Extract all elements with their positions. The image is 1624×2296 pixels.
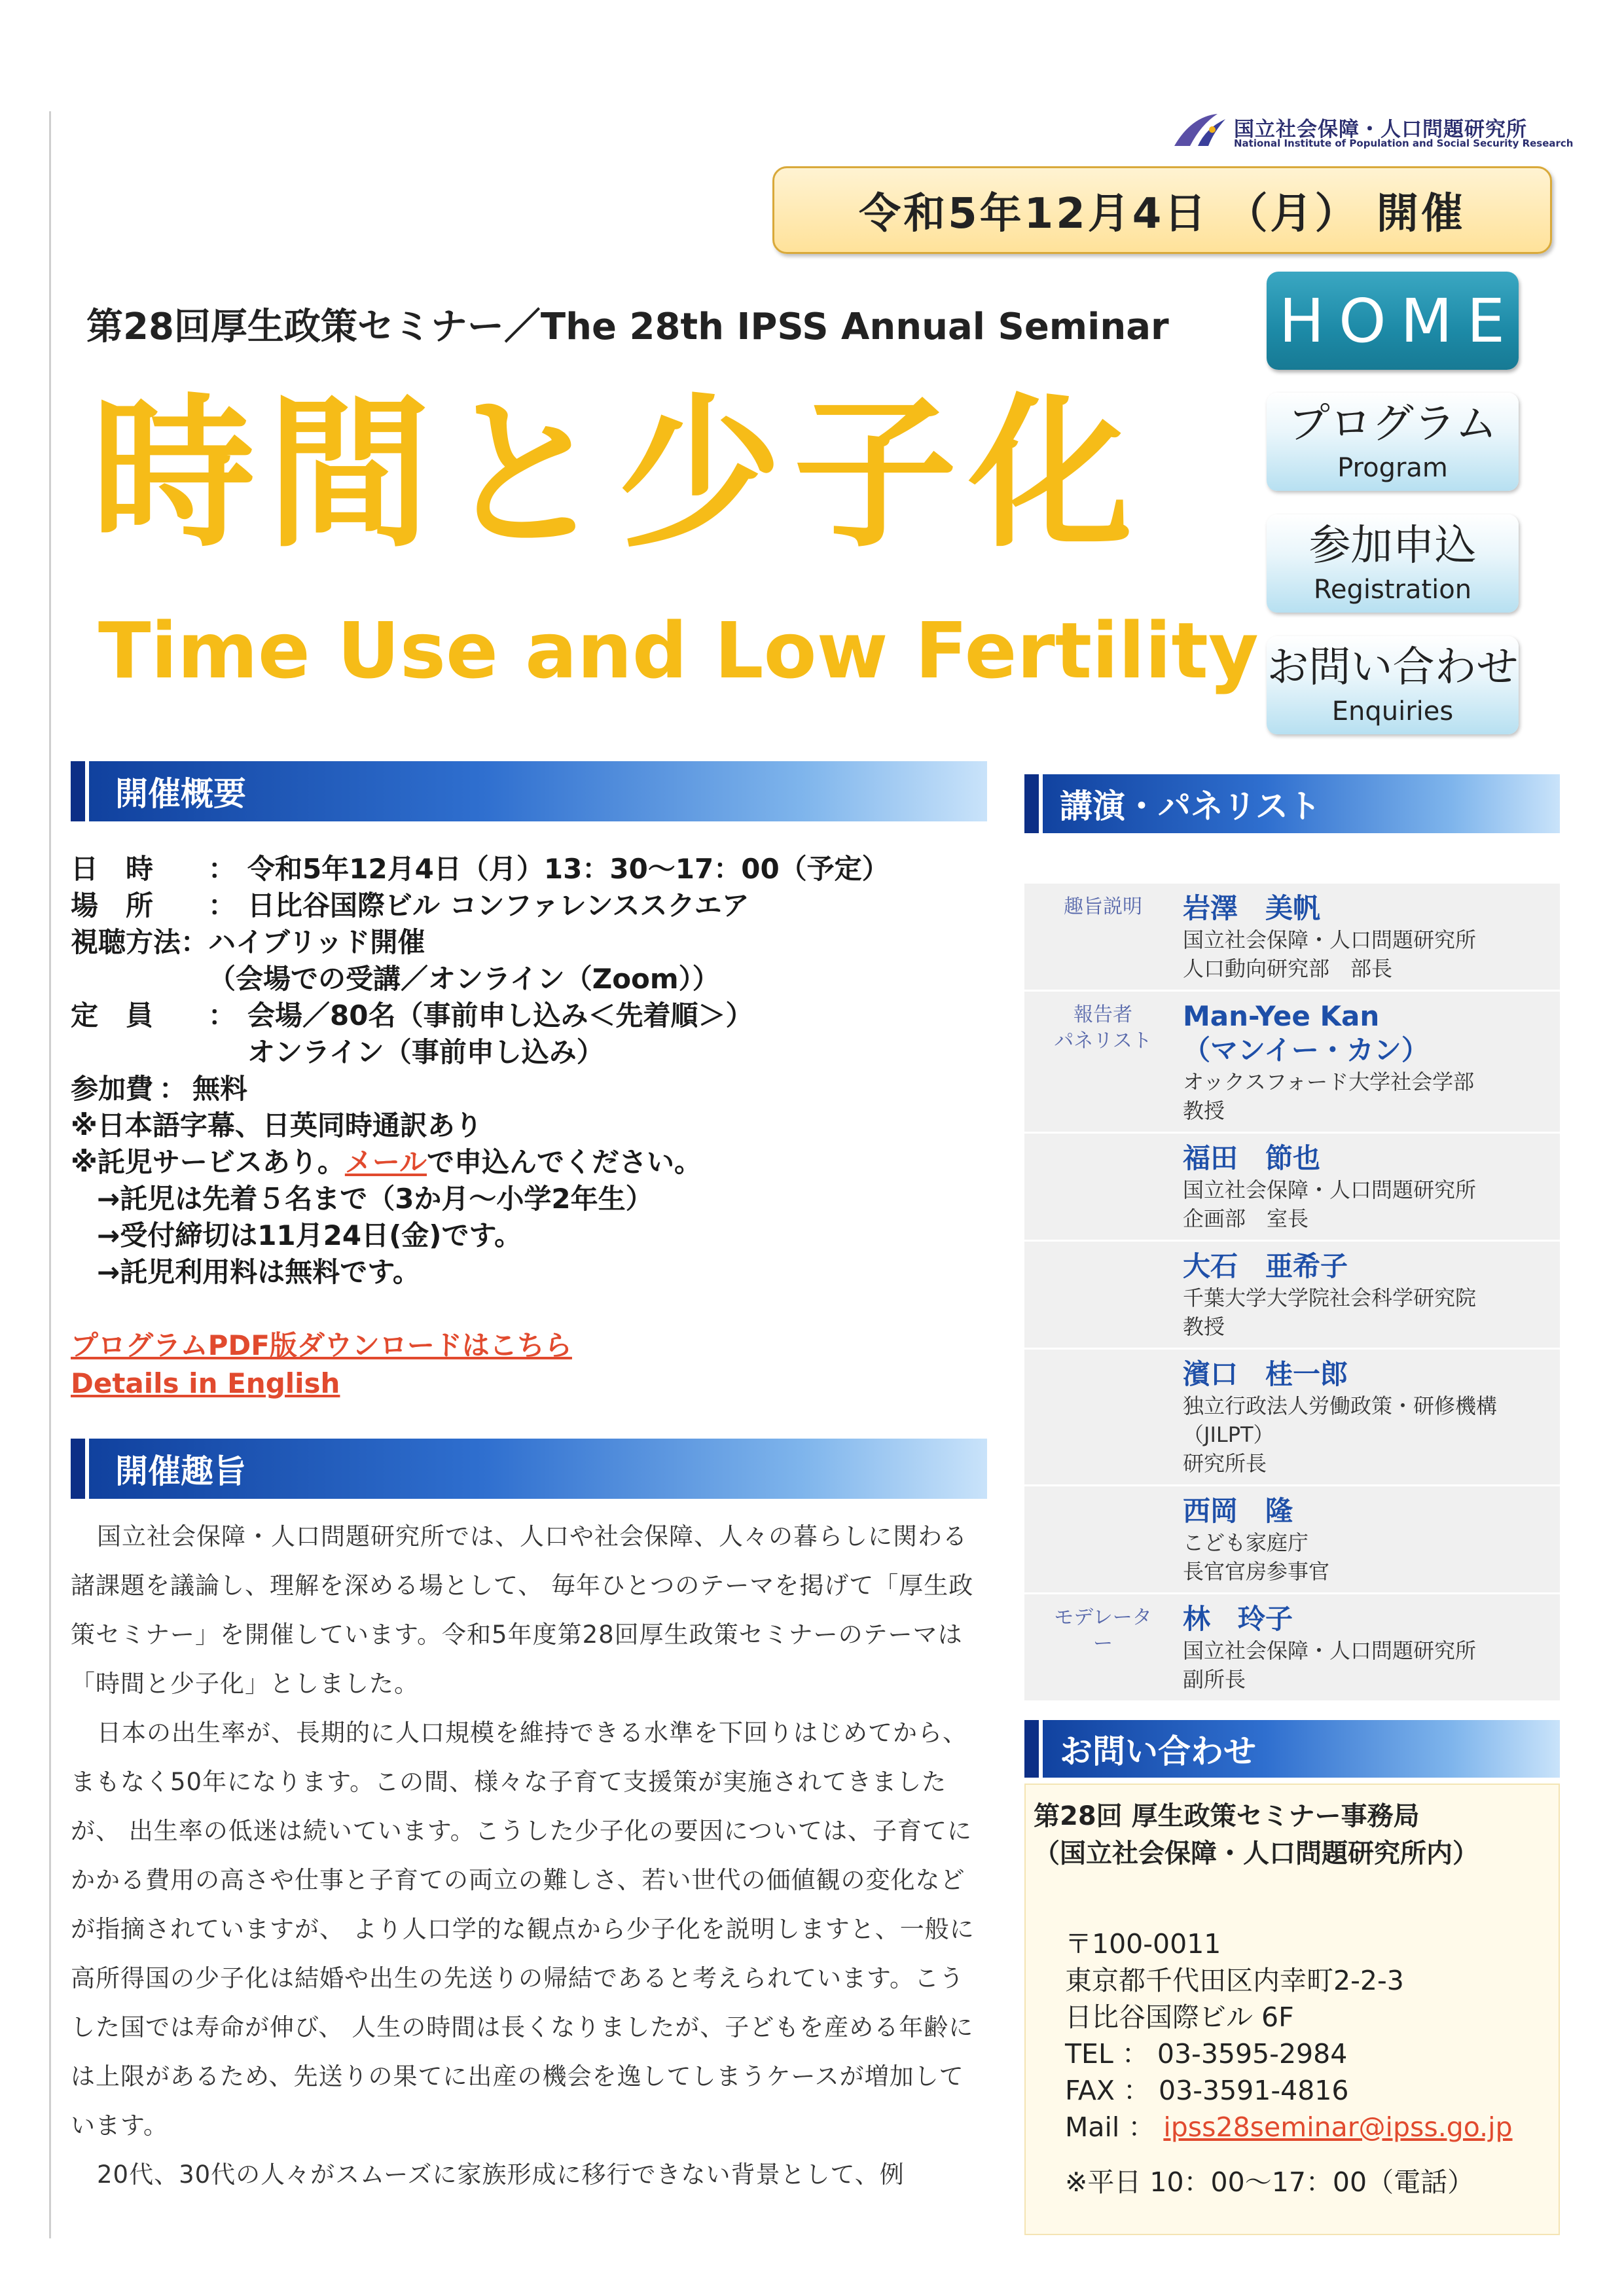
capacity-value-2: オンライン（事前申し込み）	[247, 1036, 604, 1068]
contact-heading-text: お問い合わせ	[1060, 1732, 1256, 1770]
date-row	[71, 851, 987, 888]
colon: ：	[208, 889, 236, 922]
panelist-row	[1024, 1134, 1560, 1242]
heading-accent-bar	[71, 1439, 89, 1499]
panelist-name: 西岡 隆	[1183, 1495, 1293, 1527]
purpose-paragraph-2: 日本の出生率が、長期的に人口規模を維持できる水準を下回りはじめてから、まもなく50年になります。この間、様々な子育て支援策が実施されてきましたが、 出生率の低迷は続いています。こうした少子化の要因については、子育てにかかる費用の高さや仕事と子育ての両立の難しさ、若い世代の価値観の変化などが指摘されていますが、 より人口学的な観点から少子化を説明しますと、一般に高所得国の少子化は結婚や出生の先送りの帰結であると考えられています。こうした国では寿命が伸び、 人生の時間は長くなりましたが、子どもを産める年齢には上限があるため、先送りの果てに出産の機会を逸してしまうケースが増加しています。	[71, 1719, 975, 2140]
capacity-label: 定 員	[71, 999, 154, 1031]
contact-title-line-1: 第28回 厚生政策セミナー事務局	[1034, 1801, 1420, 1831]
panelist-list	[1024, 884, 1560, 1700]
overview-heading	[71, 761, 987, 821]
panelist-affiliation: 千葉大学大学院社会科学研究院 教授	[1183, 1285, 1477, 1339]
panelist-row	[1024, 1594, 1560, 1700]
contact-title-line-2: （国立社会保障・人口問題研究所内）	[1034, 1839, 1479, 1869]
heading-accent-bar	[1024, 774, 1043, 833]
contact-tel: TEL ： 03-3595-2984	[1065, 2038, 1348, 2070]
method-value: ハイブリッド開催	[208, 926, 425, 958]
childcare-detail-3	[71, 1254, 987, 1291]
ipss-logo[interactable]	[1172, 110, 1574, 157]
colon: ：	[208, 999, 236, 1031]
overview-heading-text: 開催概要	[115, 775, 246, 813]
overview-details	[71, 851, 987, 1291]
method-row	[71, 924, 987, 961]
date-value: 令和5年12月4日（月）13：30～17：00（予定）	[247, 853, 890, 885]
main-title: 時間と少子化	[92, 379, 1144, 569]
contact-hours: ※平日 10：00～17：00（電話）	[1065, 2166, 1475, 2198]
purpose-heading-text: 開催趣旨	[115, 1452, 246, 1490]
capacity-value: 会場／80名（事前申し込み＜先着順＞）	[247, 999, 753, 1031]
note-childcare	[71, 1144, 987, 1181]
colon: ：	[159, 1073, 187, 1105]
contact-mail-link[interactable]: ipss28seminar@ipss.go.jp	[1163, 2111, 1513, 2143]
home-button[interactable]: HOME	[1267, 272, 1519, 370]
contact-title	[1034, 1798, 1479, 1873]
panelist-affiliation: 国立社会保障・人口問題研究所 企画部 室長	[1183, 1177, 1477, 1231]
panelist-role: モデレータ ー	[1054, 1606, 1152, 1655]
panelist-row	[1024, 1486, 1560, 1594]
panelist-role	[1024, 1141, 1182, 1233]
seminar-title: 第28回厚生政策セミナー／The 28th IPSS Annual Seminar	[86, 306, 1169, 348]
panelist-role	[1024, 1357, 1182, 1478]
panelist-affiliation: オックスフォード大学社会学部 教授	[1183, 1069, 1475, 1123]
purpose-paragraph-3: 20代、30代の人々がスムーズに家族形成に移行できない背景として、例	[97, 2161, 905, 2189]
panelist-name: 濱口 桂一郎	[1183, 1358, 1348, 1390]
colon: ：	[208, 853, 236, 885]
childcare-detail-1-text: →託児は先着５名まで（3か月～小学2年生）	[97, 1183, 653, 1215]
contact-mail-row	[1065, 2109, 1513, 2145]
registration-label-jp: 参加申込	[1308, 522, 1477, 570]
panelist-affiliation: 独立行政法人労働政策・研修機構 （JILPT） 研究所長	[1183, 1393, 1498, 1476]
method-value-2: （会場での受講／オンライン（Zoom））	[208, 963, 720, 995]
panelist-row	[1024, 1350, 1560, 1486]
panelist-affiliation: こども家庭庁 長官官房参事官	[1183, 1530, 1330, 1584]
note-childcare-post: で申込んでください。	[427, 1146, 702, 1178]
capacity-row-2	[71, 1034, 987, 1071]
panelist-name: 福田 節也	[1183, 1142, 1321, 1174]
fee-value: 無料	[192, 1073, 248, 1105]
panelist-role: 趣旨説明	[1064, 895, 1142, 918]
note-subtitles-text: ※日本語字幕、日英同時通訳あり	[71, 1109, 482, 1141]
contact-mail-label: Mail ：	[1065, 2111, 1164, 2143]
panelist-name: 林 玲子	[1183, 1603, 1293, 1635]
panelist-role	[1024, 1494, 1182, 1586]
panelist-row	[1024, 992, 1560, 1134]
enquiries-button[interactable]	[1267, 636, 1519, 734]
panelist-name: 大石 亜希子	[1183, 1250, 1348, 1282]
purpose-paragraph-1: 国立社会保障・人口問題研究所では、人口や社会保障、人々の暮らしに関わる諸課題を議論し、理解を深める場として、 毎年ひとつのテーマを掲げて「厚生政策セミナー」を開催しています。令和5年度第28回厚生政策セミナーのテーマは「時間と少子化」としました。	[71, 1522, 974, 1698]
program-button[interactable]	[1267, 393, 1519, 491]
details-english-link[interactable]: Details in English	[71, 1367, 340, 1399]
capacity-row	[71, 997, 987, 1034]
childcare-detail-3-text: →託児利用料は無料です。	[97, 1256, 420, 1288]
logo-name-en: National Institute of Population and Social Security Research	[1234, 137, 1574, 149]
heading-accent-bar	[1024, 1720, 1043, 1778]
program-pdf-link[interactable]: プログラムPDF版ダウンロードはこちら	[71, 1329, 572, 1361]
panelist-row	[1024, 884, 1560, 992]
contact-address-1: 東京都千代田区内幸町2-2-3	[1065, 1965, 1404, 1996]
panelist-role	[1024, 1249, 1182, 1341]
date-label: 日 時	[71, 853, 154, 885]
panelists-heading-text: 講演・パネリスト	[1060, 787, 1321, 825]
childcare-detail-2	[71, 1217, 987, 1254]
panelist-row	[1024, 1242, 1560, 1350]
contact-postal: 〒100-0011	[1065, 1928, 1221, 1960]
panelist-name: 岩澤 美帆	[1183, 892, 1321, 924]
enquiries-label-jp: お問い合わせ	[1267, 643, 1519, 692]
sub-title: Time Use and Low Fertility	[98, 605, 1259, 696]
panelist-role: 報告者 パネリスト	[1054, 1003, 1152, 1052]
heading-accent-bar	[71, 761, 89, 821]
purpose-text	[71, 1512, 984, 2199]
fee-label: 参加費	[71, 1073, 154, 1105]
childcare-detail-2-text: →受付締切は11月24日(金)です。	[97, 1219, 522, 1251]
note-childcare-pre: ※託児サービスあり。	[71, 1146, 345, 1178]
ipss-logo-mark-icon	[1172, 110, 1231, 149]
panelist-affiliation: 国立社会保障・人口問題研究所 副所長	[1183, 1638, 1477, 1692]
left-border-line	[49, 111, 51, 2238]
childcare-mail-link[interactable]: メール	[344, 1146, 427, 1178]
place-value: 日比谷国際ビル コンファレンススクエア	[247, 889, 749, 922]
contact-fax: FAX ： 03-3591-4816	[1065, 2075, 1349, 2106]
method-label: 視聴方法：	[71, 926, 209, 958]
method-row-2	[71, 961, 987, 997]
panelist-name: Man-Yee Kan （マンイー・カン）	[1183, 1000, 1429, 1066]
enquiries-label-en: Enquiries	[1331, 696, 1454, 726]
logo-name-jp: 国立社会保障・人口問題研究所	[1234, 118, 1527, 141]
program-label-en: Program	[1337, 453, 1448, 483]
registration-button[interactable]	[1267, 514, 1519, 613]
note-subtitles	[71, 1107, 987, 1144]
event-date-banner: 令和5年12月4日 （月） 開催	[772, 166, 1552, 254]
contact-details	[1065, 1926, 1513, 2200]
program-label-jp: プログラム	[1288, 400, 1498, 448]
download-links	[71, 1327, 572, 1403]
fee-row	[71, 1071, 987, 1107]
contact-address-2: 日比谷国際ビル 6F	[1065, 2001, 1294, 2033]
contact-box	[1024, 1784, 1560, 2235]
purpose-heading	[71, 1439, 987, 1499]
contact-heading	[1024, 1720, 1560, 1778]
panelists-heading	[1024, 774, 1560, 833]
childcare-detail-1	[71, 1181, 987, 1217]
panelist-affiliation: 国立社会保障・人口問題研究所 人口動向研究部 部長	[1183, 927, 1477, 981]
place-row	[71, 888, 987, 924]
registration-label-en: Registration	[1313, 575, 1472, 605]
place-label: 場 所	[71, 889, 154, 922]
